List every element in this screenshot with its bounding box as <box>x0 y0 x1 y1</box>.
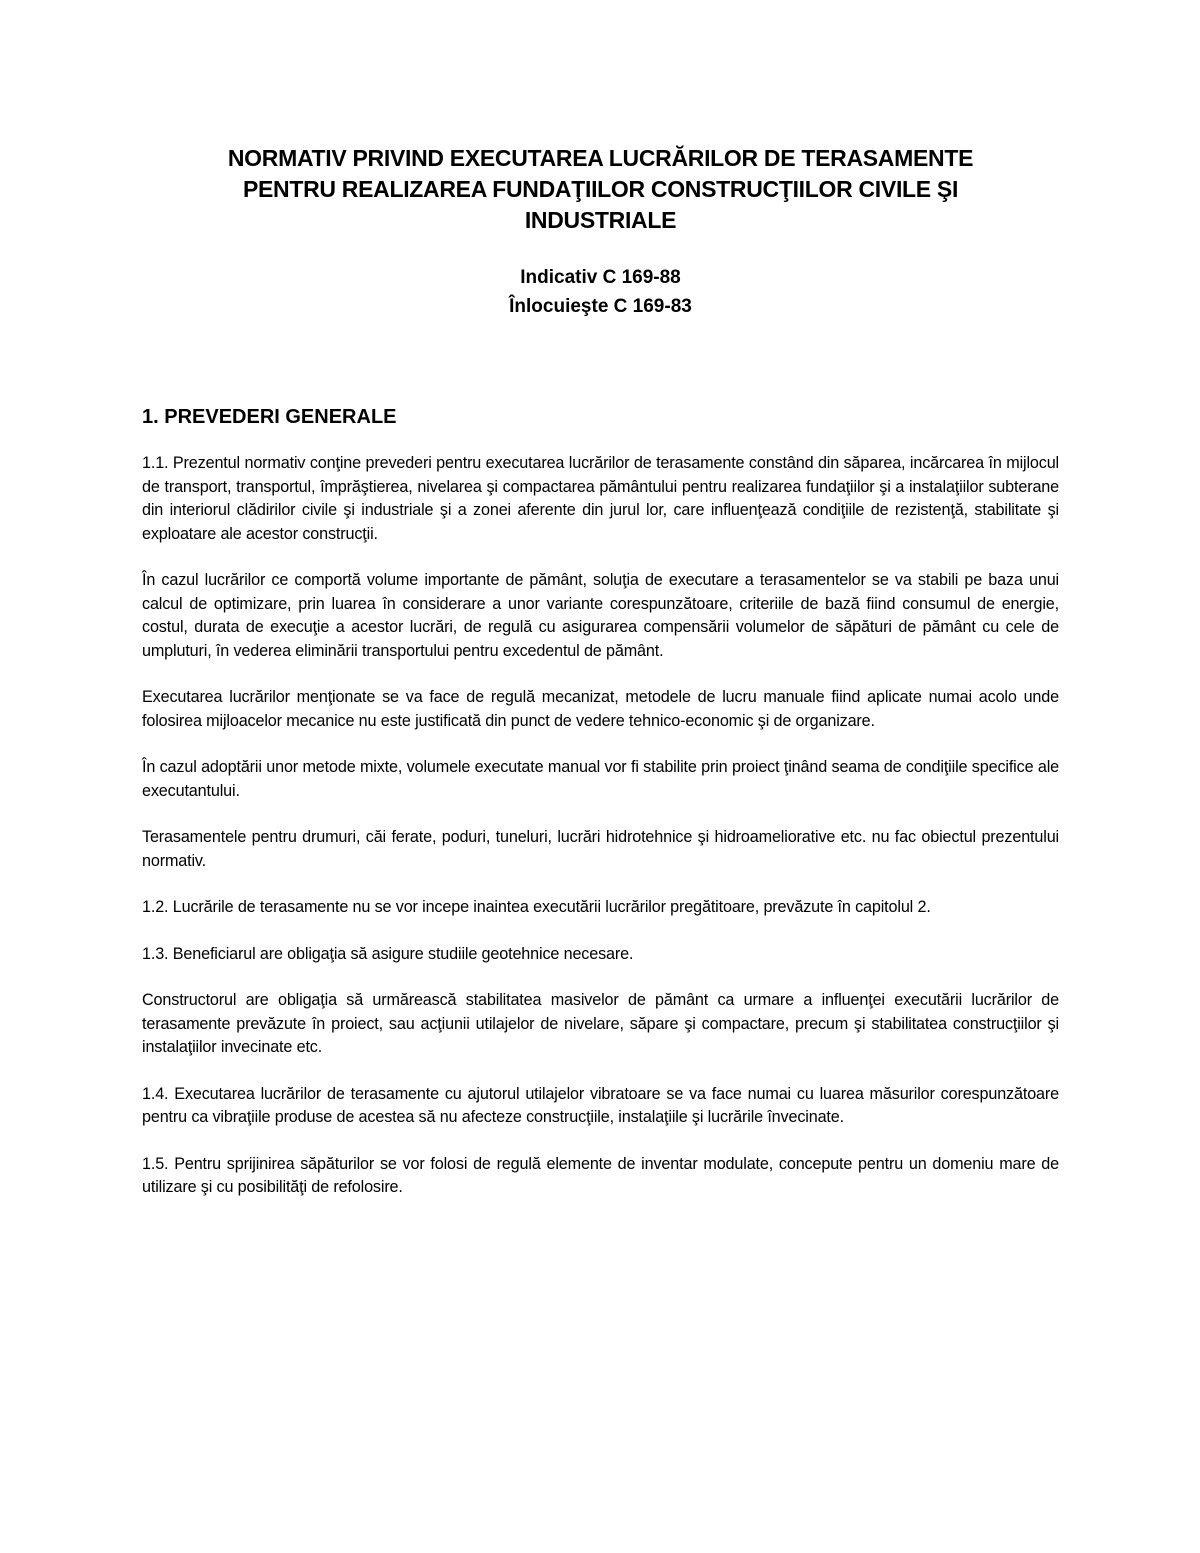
paragraph: În cazul lucrărilor ce comportă volume importante de pământ, soluţia de executare a terasamentelor se va stabili pe baza unui calcul de optimizare, prin luarea în considerare a unor variante corespunzătoare, criteriile de bază fiind consumul de energie, costul, durata de execuţie a acestor lucrări, de regulă cu asigurarea compensării volumelor de săpături de pământ cu cele de umpluturi, în vederea eliminării transportului pentru excedentul de pământ. <box>142 571 1059 660</box>
document-indicativ-block <box>142 263 1059 321</box>
replaces-label: Înlocuieşte C 169-83 <box>509 296 692 317</box>
paragraph: Executarea lucrărilor menţionate se va face de regulă mecanizat, metodele de lucru manuale fiind aplicate numai acolo unde folosirea mijloacelor mecanice nu este justificată din punct de vedere tehnico-economic şi de organizare. <box>142 688 1059 730</box>
indicativ-label: Indicativ C 169-88 <box>520 267 681 288</box>
paragraph: 1.5. Pentru sprijinirea săpăturilor se vor folosi de regulă elemente de inventar modulate, concepute pentru un domeniu mare de utilizare şi cu posibilităţi de refolosire. <box>142 1154 1059 1196</box>
paragraph: 1.4. Executarea lucrărilor de terasamente cu ajutorul utilajelor vibratoare se va face numai cu luarea măsurilor corespunzătoare pentru ca vibraţiile produse de acestea să nu afecteze construcţiile, instalaţiile şi lucrările învecinate. <box>142 1084 1059 1126</box>
title-line: PENTRU REALIZAREA FUNDAŢIILOR CONSTRUCŢIILOR CIVILE ŞI <box>242 176 959 202</box>
title-line: INDUSTRIALE <box>524 207 677 233</box>
paragraph: În cazul adoptării unor metode mixte, volumele executate manual vor fi stabilite prin proiect ţinând seama de condiţiile specifice ale executantului. <box>142 758 1059 800</box>
paragraph: Terasamentele pentru drumuri, căi ferate, poduri, tuneluri, lucrări hidrotehnice şi hidroameliorative etc. nu fac obiectul prezentului normativ. <box>142 828 1059 870</box>
document-page <box>142 143 1059 1200</box>
document-title <box>142 143 1059 236</box>
paragraph: 1.3. Beneficiarul are obligaţia să asigure studiile geotehnice necesare. <box>142 944 634 963</box>
paragraph: 1.2. Lucrările de terasamente nu se vor incepe inaintea executării lucrărilor pregătitoare, prevăzute în capitolul 2. <box>142 898 931 916</box>
title-line: NORMATIV PRIVIND EXECUTAREA LUCRĂRILOR DE TERASAMENTE <box>227 145 974 171</box>
paragraph: Constructorul are obligaţia să urmărească stabilitatea masivelor de pământ ca urmare a influenţei executării lucrărilor de terasamente prevăzute în proiect, sau acţiunii utilajelor de nivelare, săpare şi compactare, precum şi stabilitatea construcţiilor şi instalaţiilor invecinate etc. <box>142 991 1059 1056</box>
section-heading: 1. PREVEDERI GENERALE <box>142 406 397 428</box>
paragraph: 1.1. Prezentul normativ conţine prevederi pentru executarea lucrărilor de terasamente constând din săparea, incărcarea în mijlocul de transport, transportul, împrăştierea, nivelarea şi compactarea pământului pentru realizarea fundaţiilor şi a instalaţiilor subterane din interiorul clădirilor civile şi industriale şi a zonei aferente din jurul lor, care influenţează condiţiile de rezistenţă, stabilitate şi exploatare ale acestor construcţii. <box>142 454 1059 543</box>
